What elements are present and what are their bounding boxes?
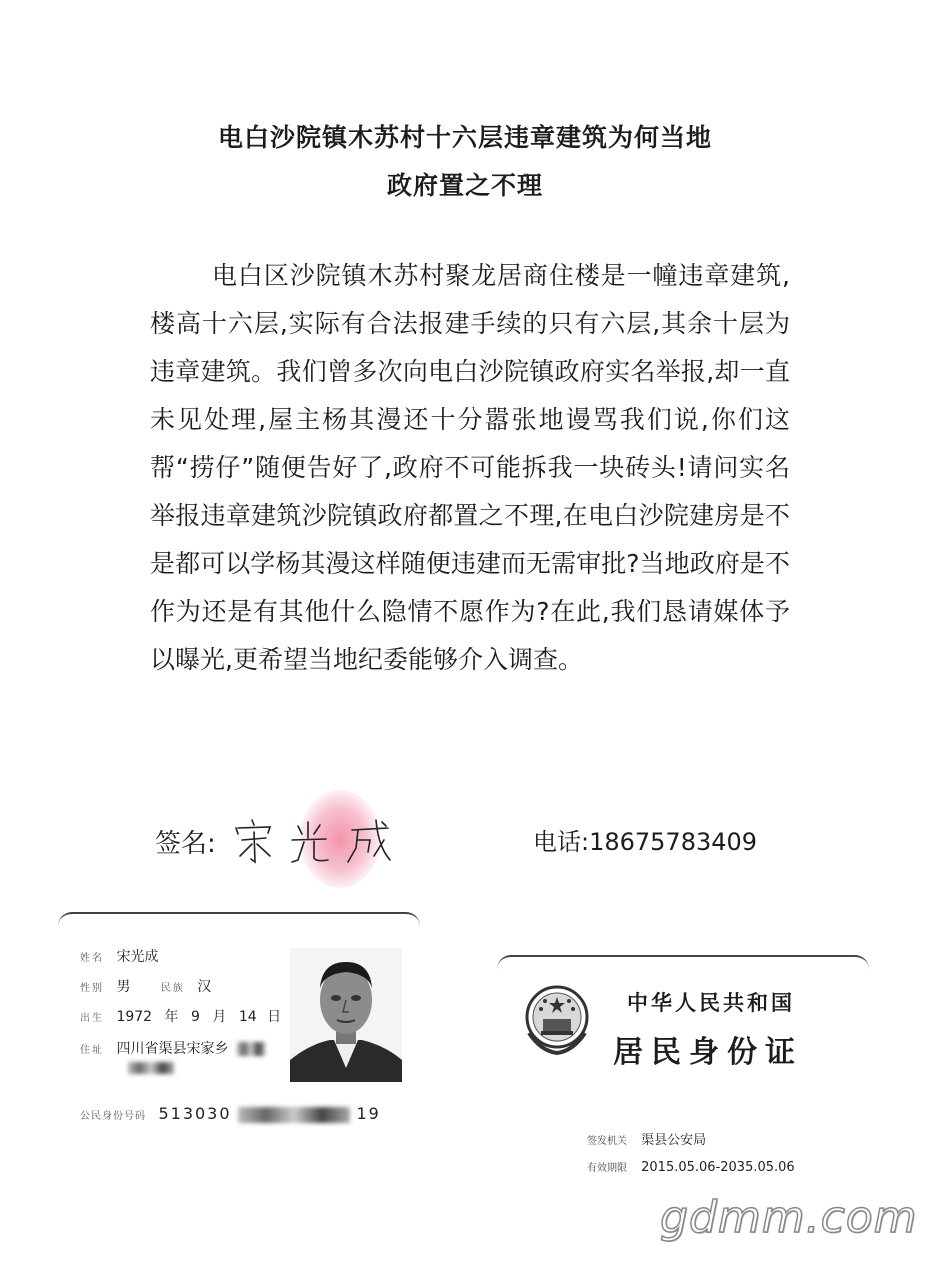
country-name: 中华人民共和国	[627, 990, 795, 1015]
id-card-back	[497, 955, 869, 1187]
sex-label: 性别	[80, 983, 104, 994]
authority-label: 签发机关	[587, 1136, 627, 1147]
complaint-body	[150, 252, 790, 684]
id-number-redaction	[238, 1107, 350, 1123]
document-title-line-1: 电白沙院镇木苏村十六层违章建筑为何当地	[217, 123, 712, 152]
authority-value: 渠县公安局	[641, 1133, 707, 1148]
ethnic-label: 民族	[160, 983, 185, 994]
address-redaction	[237, 1042, 265, 1056]
signature-label: 签名:	[155, 828, 216, 859]
name-label: 姓名	[80, 953, 104, 964]
address-label: 住址	[80, 1045, 104, 1056]
address-value: 四川省渠县宋家乡	[116, 1041, 229, 1057]
document-title-line-2: 政府置之不理	[386, 171, 543, 200]
birth-label: 出生	[80, 1013, 104, 1024]
validity-value: 2015.05.06-2035.05.06	[641, 1160, 795, 1175]
complaint-paragraph: 电白区沙院镇木苏村聚龙居商住楼是一幢违章建筑,楼高十六层,实际有合法报建手续的只有六层,其余十层为违章建筑。我们曾多次向电白沙院镇政府实名举报,却一直未见处理,屋主杨其漫还十分嚣张地谩骂我们说,你们这帮“捞仔”随便告好了,政府不可能拆我一块砖头!请问实名举报违章建筑沙院镇政府都置之不理,在电白沙院建房是不是都可以学杨其漫这样随便违建而无需审批?当地政府是不作为还是有其他什么隐情不愿作为?在此,我们恳请媒体予以曝光,更希望当地纪委能够介入调查。	[150, 261, 790, 674]
birth-month: 9	[191, 1009, 200, 1025]
handwritten-signature	[228, 816, 398, 866]
sex-value: 男	[116, 979, 131, 995]
month-char: 月	[212, 1009, 227, 1025]
id-card-front	[58, 912, 420, 1142]
site-watermark: gdmm.com	[660, 1192, 918, 1243]
birth-day: 14	[238, 1009, 257, 1025]
national-emblem-icon	[521, 979, 593, 1059]
birth-year: 1972	[116, 1009, 153, 1025]
name-value: 宋光成	[116, 949, 159, 965]
ethnic-value: 汉	[197, 979, 212, 995]
id-number-suffix: 19	[356, 1104, 381, 1123]
address-redaction-2	[128, 1062, 174, 1074]
day-char: 日	[267, 1009, 282, 1025]
id-number-prefix: 513030	[158, 1104, 232, 1123]
signature-block	[155, 816, 398, 866]
year-char: 年	[164, 1009, 179, 1025]
phone-number: 电话:18675783409	[533, 828, 758, 856]
id-number-label: 公民身份号码	[80, 1111, 146, 1122]
id-photo	[290, 948, 402, 1082]
validity-label: 有效期限	[587, 1163, 627, 1174]
card-title: 居民身份证	[613, 1035, 803, 1070]
